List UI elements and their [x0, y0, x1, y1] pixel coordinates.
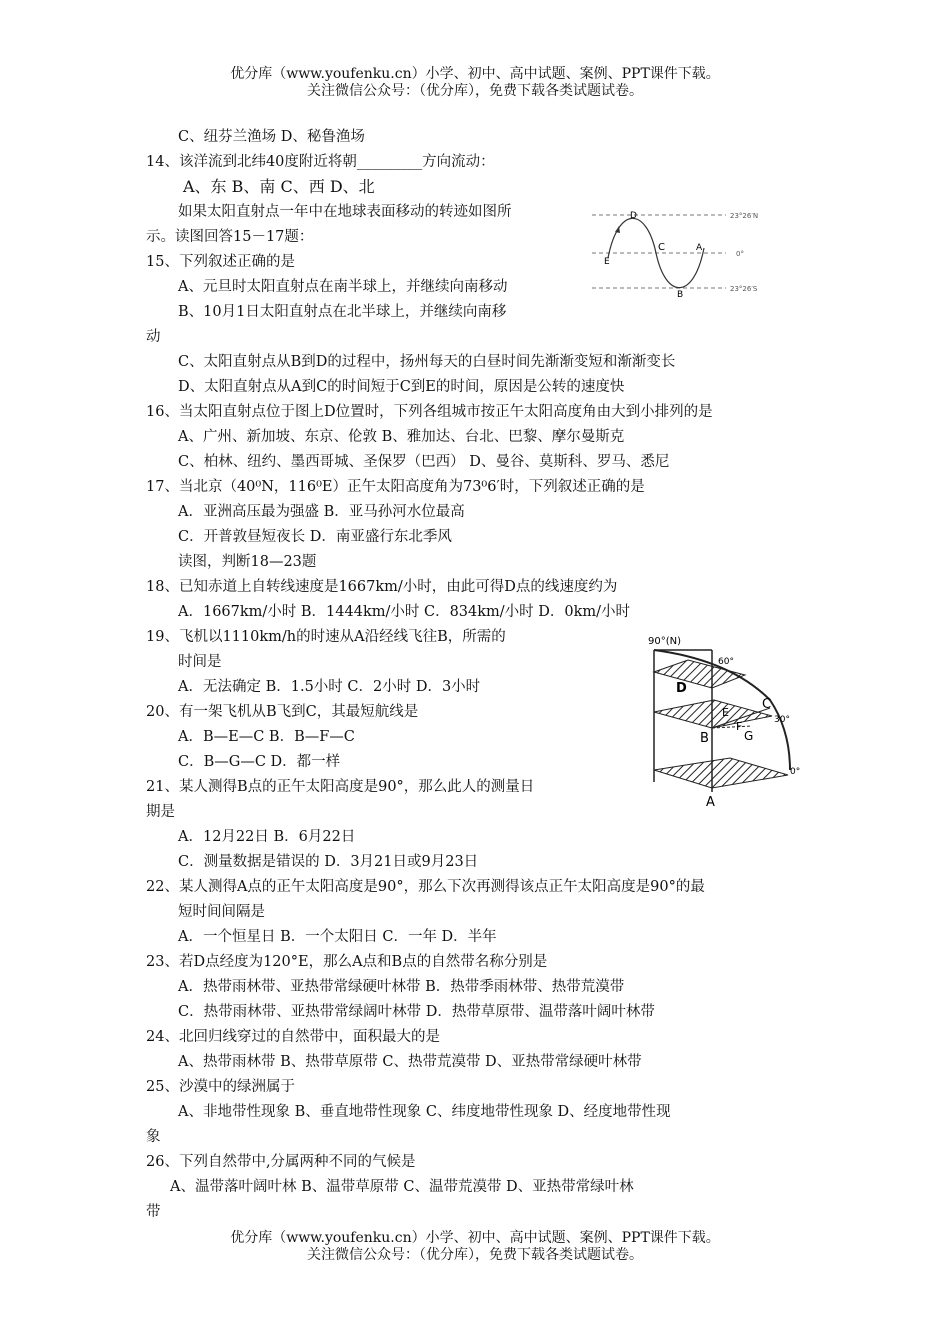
fig2-label-g: G — [744, 729, 754, 743]
fig2-label-60: 60° — [718, 657, 734, 667]
q20-options-cd: C．B—G—C D．都一样 — [178, 754, 341, 770]
q19-stem-cont: 时间是 — [178, 654, 222, 670]
q16-options-ab: A、广州、新加坡、东京、伦敦 B、雅加达、台北、巴黎、摩尔曼斯克 — [178, 429, 625, 445]
q18-options: A．1667km/小时 B．1444km/小时 C．834km/小时 D．0km/小时 — [178, 604, 631, 620]
q21-options-ab: A．12月22日 B．6月22日 — [178, 829, 356, 845]
q23-options-ab: A．热带雨林带、亚热带常绿硬叶林带 B．热带季雨林带、热带荒漠带 — [178, 979, 625, 995]
sun-track-figure — [588, 208, 760, 300]
fig2-label-f: F — [736, 720, 743, 733]
q21-stem: 21、某人测得B点的正午太阳高度是90°，那么此人的测量日 — [146, 779, 535, 795]
fig2-label-e: E — [722, 706, 729, 719]
q22-stem: 22、某人测得A点的正午太阳高度是90°，那么下次再测得该点正午太阳高度是90°的最 — [146, 879, 705, 895]
q22-stem-cont: 短时间间隔是 — [178, 904, 265, 920]
fig2-label-pole: 90°(N) — [648, 636, 682, 647]
q26-options: A、温带落叶阔叶林 B、温带草原带 C、温带荒漠带 D、亚热带常绿叶林 — [170, 1179, 634, 1195]
fig1-intro-2: 示。读图回答15－17题： — [146, 229, 314, 245]
q15-option-a: A、元旦时太阳直射点在南半球上，并继续向南移动 — [178, 279, 508, 295]
q20-stem: 20、有一架飞机从B飞到C，其最短航线是 — [146, 704, 419, 720]
q24-options: A、热带雨林带 B、热带草原带 C、热带荒漠带 D、亚热带常绿硬叶林带 — [178, 1054, 642, 1070]
q19-stem: 19、飞机以1110km/h的时速从A沿经线飞往B，所需的 — [146, 629, 506, 645]
fig1-label-e: E — [604, 257, 610, 267]
band-30 — [654, 700, 772, 728]
q20-options-ab: A．B—E—C B．B—F—C — [178, 729, 355, 745]
header-line-2: 关注微信公众号：（优分库），免费下载各类试题试卷。 — [307, 83, 643, 99]
fig1-label-b: B — [677, 290, 684, 300]
fig1-intro-1: 如果太阳直射点一年中在地球表面移动的转迹如图所 — [178, 204, 512, 220]
footer-line-1: 优分库（www.youfenku.cn）小学、初中、高中试题、案例、PPT课件下载。 — [230, 1230, 720, 1246]
earth-sector-figure — [640, 630, 812, 810]
q15-stem: 15、下列叙述正确的是 — [146, 254, 295, 270]
fig2-label-d: D — [676, 681, 687, 696]
q23-options-cd: C．热带雨林带、亚热带常绿阔叶林带 D．热带草原带、温带落叶阔叶林带 — [178, 1004, 655, 1020]
q17-options-cd: C．开普敦昼短夜长 D．南亚盛行东北季风 — [178, 529, 452, 545]
q26-stem: 26、下列自然带中,分属两种不同的气候是 — [146, 1154, 416, 1170]
q15-option-b: B、10月1日太阳直射点在北半球上，并继续向南移 — [178, 304, 507, 320]
fig1-label-d: D — [630, 211, 637, 221]
q22-options: A．一个恒星日 B．一个太阳日 C．一年 D．半年 — [178, 929, 497, 945]
q17-stem: 17、当北京（40⁰N，116⁰E）正午太阳高度角为73⁰6′时，下列叙述正确的是 — [146, 479, 645, 495]
fig2-label-c: C — [762, 697, 772, 712]
q16-stem: 16、当太阳直射点位于图上D位置时，下列各组城市按正午太阳高度角由大到小排列的是 — [146, 404, 713, 420]
band-0 — [654, 758, 788, 788]
fig1-label-tropic-s: 23°26′S — [730, 285, 758, 293]
fig1-label-tropic-n: 23°26′N — [730, 212, 759, 220]
q26-options-cont: 带 — [146, 1204, 161, 1220]
fig1-label-c: C — [658, 242, 665, 253]
q21-stem-cont: 期是 — [146, 804, 175, 820]
q17-options-ab: A．亚洲高压最为强盛 B．亚马孙河水位最高 — [178, 504, 465, 520]
q24-stem: 24、北回归线穿过的自然带中，面积最大的是 — [146, 1029, 440, 1045]
q15-option-b-cont: 动 — [146, 329, 161, 345]
footer-line-2: 关注微信公众号：（优分库），免费下载各类试题试卷。 — [307, 1247, 643, 1263]
fig2-intro: 读图，判断18—23题 — [178, 554, 317, 570]
q14-stem: 14、该洋流到北纬40度附近将朝_________方向流动： — [146, 154, 495, 170]
q25-stem: 25、沙漠中的绿洲属于 — [146, 1079, 295, 1095]
fig2-label-30: 30° — [774, 715, 790, 725]
q18-stem: 18、已知赤道上自转线速度是1667km/小时，由此可得D点的线速度约为 — [146, 579, 618, 595]
q13-options: C、纽芬兰渔场 D、秘鲁渔场 — [178, 129, 365, 145]
q15-option-c: C、太阳直射点从B到D的过程中，扬州每天的白昼时间先渐渐变短和渐渐变长 — [178, 354, 676, 370]
fig2-label-a: A — [706, 795, 715, 810]
header-line-1: 优分库（www.youfenku.cn）小学、初中、高中试题、案例、PPT课件下载。 — [230, 66, 720, 82]
q25-options-cont: 象 — [146, 1129, 161, 1145]
q21-options-cd: C．测量数据是错误的 D．3月21日或9月23日 — [178, 854, 479, 870]
fig1-label-a: A — [696, 243, 703, 253]
fig1-label-equator: 0° — [736, 250, 744, 258]
q15-option-d: D、太阳直射点从A到C的时间短于C到E的时间，原因是公转的速度快 — [178, 379, 625, 395]
q14-options: A、东 B、南 C、西 D、北 — [183, 177, 375, 196]
q23-stem: 23、若D点经度为120°E，那么A点和B点的自然带名称分别是 — [146, 954, 548, 970]
q19-options: A．无法确定 B．1.5小时 C．2小时 D．3小时 — [178, 679, 481, 695]
fig2-label-0: 0° — [790, 767, 801, 777]
fig2-label-b: B — [700, 731, 709, 746]
q16-options-cd: C、柏林、纽约、墨西哥城、圣保罗（巴西） D、曼谷、莫斯科、罗马、悉尼 — [178, 454, 670, 470]
q25-options: A、非地带性现象 B、垂直地带性现象 C、纬度地带性现象 D、经度地带性现 — [178, 1104, 671, 1120]
